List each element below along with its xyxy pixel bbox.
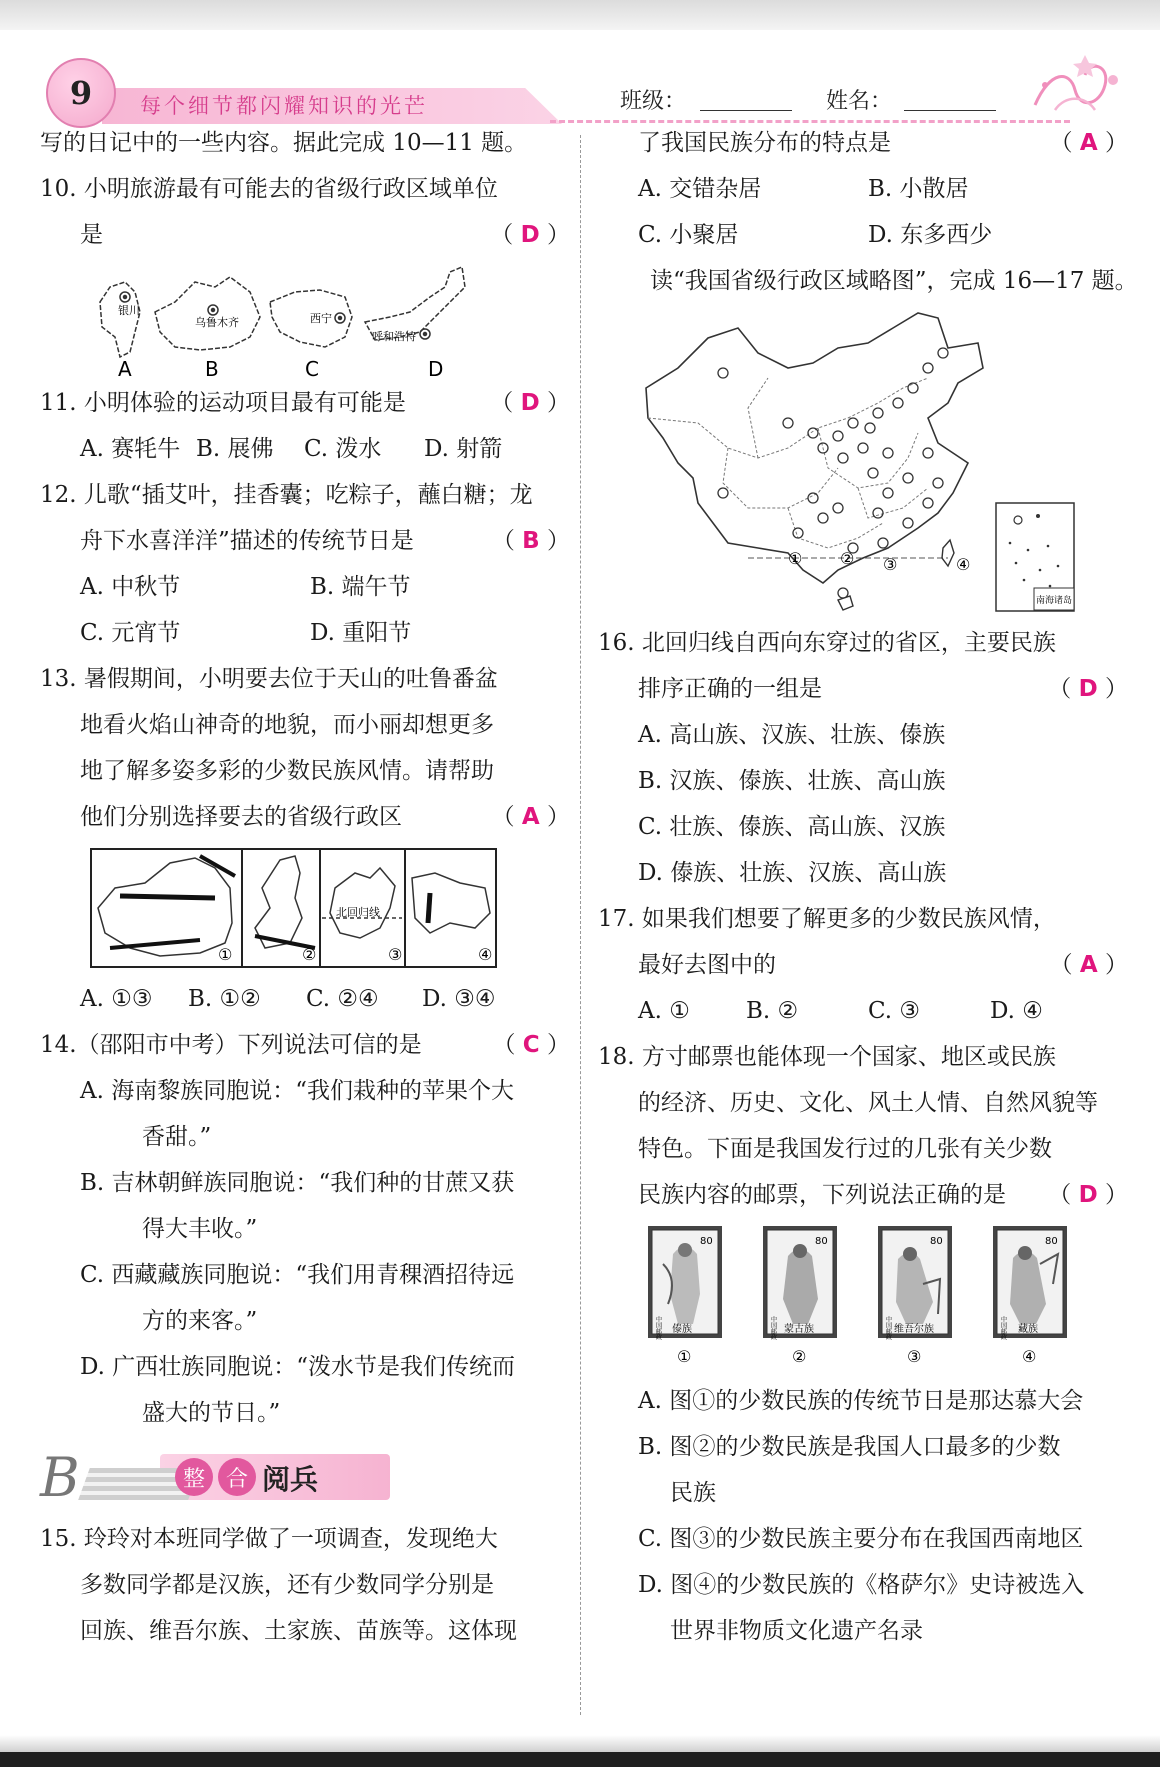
q15-line1: 15. 玲玲对本班同学做了一项调查，发现绝大 <box>40 1526 498 1552</box>
scan-bottom-shade <box>0 1735 1160 1752</box>
q17-option-c: C. ③ <box>868 998 921 1024</box>
map-label-d: D <box>428 357 444 380</box>
q15-options-row1 <box>598 166 1138 212</box>
q12-options-row2 <box>40 610 580 656</box>
q11-answer: （ D ） <box>490 390 570 416</box>
hainan-outline <box>838 596 853 610</box>
q18-option-d-cont: 世界非物质文化遗产名录 <box>670 1618 923 1644</box>
map-marker-4: ④ <box>956 555 971 574</box>
panel-num-4: ④ <box>478 945 493 964</box>
q15-option-c: C. 小聚居 <box>638 222 739 248</box>
q15-option-d: D. 东多西少 <box>868 222 993 248</box>
q18-option-d: D. 图④的少数民族的《格萨尔》史诗被选入 <box>638 1572 1085 1598</box>
stamp-row <box>648 1224 1068 1374</box>
q13-option-a: A. ①③ <box>80 986 153 1012</box>
q15-option-a: A. 交错杂居 <box>638 176 762 202</box>
q10-line1: 10. 小明旅游最有可能去的省级行政区域单位 <box>40 176 498 202</box>
page-number: 9 <box>46 58 116 128</box>
q13-province-panels <box>90 848 500 970</box>
q13-map-figure <box>90 848 580 970</box>
taiwan-outline <box>942 540 954 566</box>
q18-line4: 民族内容的邮票，下列说法正确的是 （ D ） <box>598 1172 1138 1218</box>
q13-line4: 他们分别选择要去的省级行政区 （ A ） <box>40 794 580 840</box>
scan-top-edge <box>0 0 1160 30</box>
stamp-4-num: ④ <box>1022 1347 1037 1366</box>
panel1-range <box>120 896 215 898</box>
section-letter: B <box>40 1446 80 1509</box>
q13-line3: 地了解多姿多彩的少数民族风情。请帮助 <box>80 758 494 784</box>
city-xining: 西宁 <box>310 312 332 325</box>
q12-option-a: A. 中秋节 <box>80 574 181 600</box>
section-b-banner <box>40 1444 580 1510</box>
q12-options-row1 <box>40 564 580 610</box>
city-hohhot: 呼和浩特 <box>372 330 416 343</box>
q13-line2: 地看火焰山神奇的地貌，而小丽却想更多 <box>80 712 494 738</box>
q12-line1: 12. 儿歌“插艾叶，挂香囊；吃粽子，蘸白糖；龙 <box>40 482 533 508</box>
q18-option-c: C. 图③的少数民族主要分布在我国西南地区 <box>638 1526 1084 1552</box>
map-marker-2: ② <box>840 549 855 568</box>
read-instruction: 读“我国省级行政区域略图”，完成 16—17 题。 <box>650 268 1138 294</box>
q10-stem-end: 是 <box>80 222 103 248</box>
panel-num-3: ③ <box>388 945 403 964</box>
q12-option-c: C. 元宵节 <box>80 620 181 646</box>
q15-options-row2 <box>598 212 1138 258</box>
panel4-range <box>428 893 430 923</box>
q10-answer: （ D ） <box>490 222 570 248</box>
class-label: 班级： <box>620 89 687 114</box>
q16-line2: 排序正确的一组是 （ D ） <box>598 666 1138 712</box>
tropic-label: 北回归线 <box>336 906 380 919</box>
q18-option-a: A. 图①的少数民族的传统节日是那达慕大会 <box>638 1388 1084 1414</box>
q13-option-d: D. ③④ <box>422 986 496 1012</box>
outline-a <box>100 282 140 357</box>
q14-option-b: B. 吉林朝鲜族同胞说：“我们种的甘蔗又获 <box>80 1170 515 1196</box>
q10-line2 <box>40 212 580 258</box>
q15-line2: 多数同学都是汉族，还有少数同学分别是 <box>80 1572 494 1598</box>
section-circle-1: 整 <box>175 1458 213 1496</box>
scan-bottom-edge <box>0 1752 1160 1767</box>
class-blank <box>700 110 792 111</box>
q12-line2: 舟下水喜洋洋”描述的传统节日是 （ B ） <box>40 518 580 564</box>
q16-line1: 16. 北回归线自西向东穿过的省区，主要民族 <box>598 630 1056 656</box>
q14-option-a: A. 海南黎族同胞说：“我们栽种的苹果个大 <box>80 1078 514 1104</box>
map-marker-3: ③ <box>883 555 898 574</box>
panel2-outline <box>255 856 302 948</box>
column-divider <box>580 135 581 1715</box>
q11-option-b: B. 展佛 <box>196 436 274 462</box>
q18-option-b: B. 图②的少数民族是我国人口最多的少数 <box>638 1434 1061 1460</box>
stamp-3-value: 80 <box>930 1236 943 1247</box>
q13-option-c: C. ②④ <box>306 986 379 1012</box>
q16-option-a: A. 高山族、汉族、壮族、傣族 <box>638 722 946 748</box>
stamp-2-num: ② <box>792 1347 807 1366</box>
q15-answer: （ A ） <box>1049 130 1128 156</box>
left-column <box>40 120 580 1654</box>
stamp-3-country: 中国邮政 <box>884 1316 892 1340</box>
name-blank <box>904 110 996 111</box>
q14-option-d-cont: 盛大的节日。” <box>142 1400 281 1426</box>
q11-option-c: C. 泼水 <box>304 436 382 462</box>
stamp-1-value: 80 <box>700 1236 713 1247</box>
stamp-3-name: 维吾尔族 <box>894 1324 934 1335</box>
q18-line1: 18. 方寸邮票也能体现一个国家、地区或民族 <box>598 1044 1056 1070</box>
panel-num-1: ① <box>218 945 233 964</box>
q13-options <box>40 976 580 1022</box>
q18-option-b-cont: 民族 <box>670 1480 716 1506</box>
q18-answer: （ D ） <box>1048 1182 1128 1208</box>
q18-line2: 的经济、历史、文化、风土人情、自然风貌等 <box>638 1090 1098 1116</box>
flourish-ornament-icon <box>1025 50 1125 120</box>
intro-line: 写的日记中的一些内容。据此完成 10—11 题。 <box>40 130 528 156</box>
stamp-4-country: 中国邮政 <box>999 1316 1007 1340</box>
page-header <box>40 50 1125 130</box>
city-urumqi: 乌鲁木齐 <box>195 316 239 329</box>
section-title: 阅兵 <box>262 1463 319 1496</box>
stamp-2-value: 80 <box>815 1236 828 1247</box>
stamp-1-country: 中国邮政 <box>654 1316 662 1340</box>
q15-option-b: B. 小散居 <box>868 176 969 202</box>
q14-option-c-cont: 方的来客。” <box>142 1308 258 1334</box>
right-column <box>598 120 1138 1654</box>
q17-option-d: D. ④ <box>990 998 1043 1024</box>
map-label-b: B <box>205 357 219 380</box>
q13-option-b: B. ①② <box>188 986 261 1012</box>
q17-options <box>598 988 1138 1034</box>
city-yinchuan: 银川 <box>118 304 140 317</box>
q17-line1: 17. 如果我们想要了解更多的少数民族风情， <box>598 906 1056 932</box>
panel1-range2 <box>200 856 235 876</box>
stamp-3-num: ③ <box>907 1347 922 1366</box>
q11-option-d: D. 射箭 <box>424 436 503 462</box>
q14-answer: （ C ） <box>492 1032 570 1058</box>
q14-option-c: C. 西藏藏族同胞说：“我们用青稞酒招待远 <box>80 1262 515 1288</box>
stamp-2-country: 中国邮政 <box>769 1316 777 1340</box>
section-circle-2: 合 <box>218 1458 256 1496</box>
stamp-1-num: ① <box>677 1347 692 1366</box>
q10-province-outlines <box>90 262 490 380</box>
q16-option-b: B. 汉族、傣族、壮族、高山族 <box>638 768 946 794</box>
q17-answer: （ A ） <box>1049 952 1128 978</box>
q18-line3: 特色。下面是我国发行过的几张有关少数 <box>638 1136 1052 1162</box>
q16-answer: （ D ） <box>1048 676 1128 702</box>
outline-b <box>155 277 260 350</box>
map-label-c: C <box>305 357 319 380</box>
stamp-2-name: 蒙古族 <box>784 1324 814 1335</box>
inset-label: 南海诸岛 <box>1036 596 1073 606</box>
q17-option-b: B. ② <box>746 998 799 1024</box>
q12-option-b: B. 端午节 <box>310 574 411 600</box>
map-marker-1: ① <box>788 549 803 568</box>
china-outline <box>646 313 983 583</box>
q17-line2: 最好去图中的 （ A ） <box>598 942 1138 988</box>
panel4-outline <box>412 873 490 933</box>
q15-line3: 回族、维吾尔族、土家族、苗族等。这体现 <box>80 1618 517 1644</box>
china-province-map <box>638 308 1078 614</box>
china-map-figure <box>638 308 1138 614</box>
stamp-1-name: 傣族 <box>672 1324 692 1335</box>
stamps-figure <box>648 1224 1138 1374</box>
name-label: 姓名： <box>826 89 893 114</box>
panel3-outline <box>330 868 395 938</box>
q11-option-a: A. 赛牦牛 <box>80 436 181 462</box>
map-label-a: A <box>118 357 132 380</box>
q12-answer: （ B ） <box>491 528 570 554</box>
q13-answer: （ A ） <box>491 804 570 830</box>
q17-option-a: A. ① <box>638 998 690 1024</box>
q10-map-figure <box>90 262 580 380</box>
panel-num-2: ② <box>302 945 317 964</box>
slogan: 每个细节都闪耀知识的光芒 <box>140 94 428 118</box>
q16-option-c: C. 壮族、傣族、高山族、汉族 <box>638 814 946 840</box>
stamp-4-name: 藏族 <box>1018 1324 1038 1335</box>
q12-option-d: D. 重阳节 <box>310 620 412 646</box>
q11-options <box>40 426 580 472</box>
q14-option-b-cont: 得大丰收。” <box>142 1216 258 1242</box>
q15-continued: 了我国民族分布的特点是 （ A ） <box>598 120 1138 166</box>
q14-stem: 14.（邵阳市中考）下列说法可信的是 （ C ） <box>40 1022 580 1068</box>
q14-option-a-cont: 香甜。” <box>142 1124 212 1150</box>
q11-stem: 11. 小明体验的运动项目最有可能是 （ D ） <box>40 380 580 426</box>
q14-option-d: D. 广西壮族同胞说：“泼水节是我们传统而 <box>80 1354 516 1380</box>
q16-option-d: D. 傣族、壮族、汉族、高山族 <box>638 860 947 886</box>
q13-line1: 13. 暑假期间，小明要去位于天山的吐鲁番盆 <box>40 666 498 692</box>
stamp-4-value: 80 <box>1045 1236 1058 1247</box>
